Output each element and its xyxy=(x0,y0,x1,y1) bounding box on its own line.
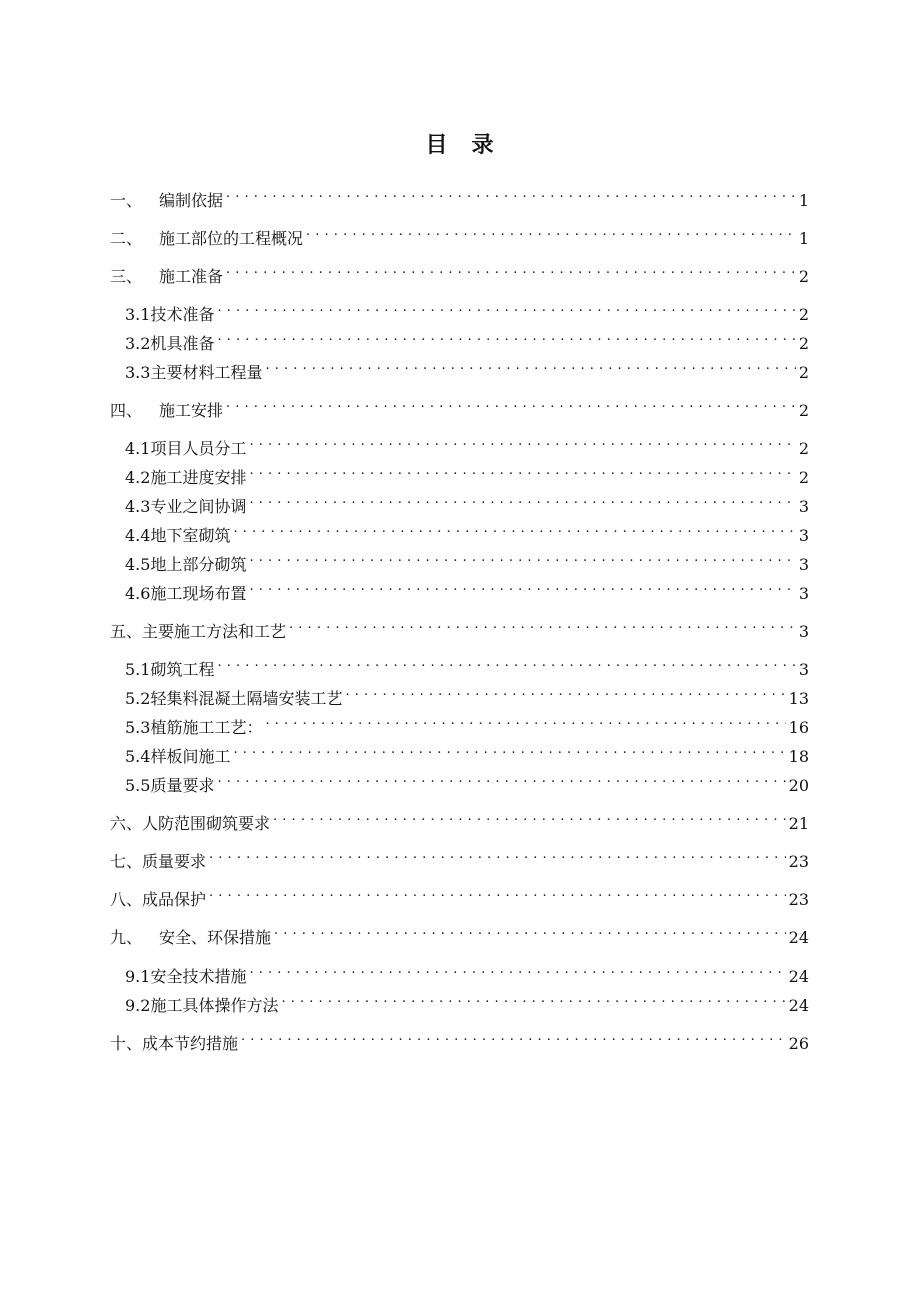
toc-entry-5[interactable] xyxy=(110,613,809,641)
dot-leader xyxy=(265,354,795,378)
toc-entry-label: 施工进度安排 xyxy=(150,468,247,487)
toc-entry-page: 3 xyxy=(798,497,809,516)
toc-entry-page: 24 xyxy=(788,996,809,1015)
toc-entry-number: 4.1 xyxy=(125,439,151,458)
toc-entry-4-1[interactable] xyxy=(125,430,809,458)
toc-entry-3-2[interactable] xyxy=(125,325,809,353)
dot-leader xyxy=(289,613,796,637)
toc-entry-page: 24 xyxy=(788,967,809,986)
toc-entry-page: 1 xyxy=(798,229,809,248)
toc-entry-3[interactable] xyxy=(110,258,809,286)
toc-entry-8[interactable] xyxy=(110,881,809,909)
toc-entry-number: 二、 xyxy=(110,229,143,248)
toc-entry-5-4[interactable] xyxy=(125,738,809,766)
toc-entry-5-3[interactable] xyxy=(125,709,809,737)
toc-entry-label: 地上部分砌筑 xyxy=(150,555,247,574)
toc-entry-page: 2 xyxy=(798,401,809,420)
dot-leader xyxy=(226,258,796,282)
toc-entry-label: 编制依据 xyxy=(159,191,224,210)
toc-entry-page: 21 xyxy=(788,814,809,833)
dot-leader xyxy=(306,220,796,244)
dot-leader xyxy=(265,709,785,733)
dot-leader xyxy=(249,488,795,512)
toc-entry-label: 样板间施工 xyxy=(150,747,231,766)
toc-entry-number: 3.2 xyxy=(125,334,151,353)
dot-leader xyxy=(241,1025,786,1049)
toc-entry-5-2[interactable] xyxy=(125,680,809,708)
dot-leader xyxy=(226,392,796,416)
toc-entry-label: 施工安排 xyxy=(159,401,224,420)
toc-entry-10[interactable] xyxy=(110,1025,809,1053)
toc-entry-7[interactable] xyxy=(110,843,809,871)
toc-entry-label: 地下室砌筑 xyxy=(150,526,231,545)
toc-entry-label: 主要施工方法和工艺 xyxy=(142,622,287,641)
toc-entry-2[interactable] xyxy=(110,220,809,248)
toc-entry-9-1[interactable] xyxy=(125,958,809,986)
toc-entry-label: 安全技术措施 xyxy=(150,967,247,986)
toc-entry-number: 5.2 xyxy=(125,689,151,708)
toc-entry-5-5[interactable] xyxy=(125,767,809,795)
dot-leader xyxy=(217,767,785,791)
toc-entry-number: 四、 xyxy=(110,401,143,420)
toc-entry-number: 9.1 xyxy=(125,967,151,986)
toc-entry-6[interactable] xyxy=(110,805,809,833)
toc-entry-number: 七、 xyxy=(110,852,143,871)
toc-entry-page: 13 xyxy=(788,689,809,708)
toc-entry-number: 3.1 xyxy=(125,305,151,324)
toc-entry-page: 2 xyxy=(798,267,809,286)
toc-entry-page: 23 xyxy=(788,852,809,871)
toc-entry-page: 26 xyxy=(788,1034,809,1053)
toc-entry-number: 5.3 xyxy=(125,718,151,737)
toc-entry-label: 施工部位的工程概况 xyxy=(159,229,304,248)
toc-entry-number: 九、 xyxy=(110,928,143,947)
toc-entry-page: 2 xyxy=(798,468,809,487)
toc-entry-page: 2 xyxy=(798,305,809,324)
toc-entry-1[interactable] xyxy=(110,182,809,210)
toc-entry-4-2[interactable] xyxy=(125,459,809,487)
toc-entry-page: 3 xyxy=(798,660,809,679)
toc-entry-page: 24 xyxy=(788,928,809,947)
toc-entry-label: 安全、环保措施 xyxy=(159,928,272,947)
toc-entry-label: 项目人员分工 xyxy=(150,439,247,458)
toc-entry-number: 3.3 xyxy=(125,363,151,382)
toc-entry-number: 5.4 xyxy=(125,747,151,766)
toc-entry-label: 施工具体操作方法 xyxy=(150,996,279,1015)
page-title: 目 录 xyxy=(425,132,495,158)
toc-entry-page: 2 xyxy=(798,334,809,353)
toc-entry-4-4[interactable] xyxy=(125,517,809,545)
toc-entry-label: 砌筑工程 xyxy=(150,660,215,679)
toc-entry-page: 3 xyxy=(798,555,809,574)
toc-entry-label: 施工准备 xyxy=(159,267,224,286)
toc-entry-page: 23 xyxy=(788,890,809,909)
dot-leader xyxy=(233,517,795,541)
toc-entry-page: 3 xyxy=(798,526,809,545)
toc-entry-page: 20 xyxy=(788,776,809,795)
toc-entry-number: 4.6 xyxy=(125,584,151,603)
toc-entry-5-1[interactable] xyxy=(125,651,809,679)
toc-entry-label: 成品保护 xyxy=(142,890,207,909)
toc-entry-number: 5.5 xyxy=(125,776,151,795)
toc-entry-label: 人防范围砌筑要求 xyxy=(142,814,271,833)
toc-entry-page: 2 xyxy=(798,439,809,458)
toc-entry-page: 2 xyxy=(798,363,809,382)
toc-entry-number: 4.5 xyxy=(125,555,151,574)
toc-entry-number: 三、 xyxy=(110,267,143,286)
toc-entry-label: 机具准备 xyxy=(150,334,215,353)
toc-entry-page: 16 xyxy=(788,718,809,737)
toc-entry-4-3[interactable] xyxy=(125,488,809,516)
dot-leader xyxy=(209,881,786,905)
toc-entry-number: 5.1 xyxy=(125,660,151,679)
dot-leader xyxy=(345,680,785,704)
toc-entry-number: 五、 xyxy=(110,622,143,641)
dot-leader xyxy=(249,430,795,454)
toc-entry-page: 18 xyxy=(788,747,809,766)
toc-entry-number: 4.3 xyxy=(125,497,151,516)
toc-entry-number: 八、 xyxy=(110,890,143,909)
dot-leader xyxy=(273,805,786,829)
toc-entry-3-1[interactable] xyxy=(125,296,809,324)
dot-leader xyxy=(249,958,785,982)
toc-entry-label: 专业之间协调 xyxy=(150,497,247,516)
toc-entry-9[interactable] xyxy=(110,919,809,947)
toc-entry-4-6[interactable] xyxy=(125,575,809,603)
dot-leader xyxy=(249,459,795,483)
toc-entry-9-2[interactable] xyxy=(125,987,809,1015)
toc-entry-number: 9.2 xyxy=(125,996,151,1015)
toc-entry-label: 植筋施工工艺： xyxy=(150,718,263,737)
toc-entry-number: 4.2 xyxy=(125,468,151,487)
toc-entry-3-3[interactable] xyxy=(125,354,809,382)
toc-entry-page: 3 xyxy=(798,622,809,641)
toc-entry-label: 成本节约措施 xyxy=(142,1034,239,1053)
dot-leader xyxy=(217,651,795,675)
toc-entry-4[interactable] xyxy=(110,392,809,420)
toc-entry-number: 十、 xyxy=(110,1034,143,1053)
dot-leader xyxy=(226,182,796,206)
toc-entry-label: 轻集料混凝土隔墙安装工艺 xyxy=(150,689,343,708)
toc-entry-number: 4.4 xyxy=(125,526,151,545)
toc-entry-number: 一、 xyxy=(110,191,143,210)
toc-entry-label: 施工现场布置 xyxy=(150,584,247,603)
toc-entry-page: 1 xyxy=(798,191,809,210)
dot-leader xyxy=(274,919,786,943)
dot-leader xyxy=(217,296,795,320)
toc-entry-label: 主要材料工程量 xyxy=(150,363,263,382)
dot-leader xyxy=(209,843,786,867)
toc-entry-number: 六、 xyxy=(110,814,143,833)
toc-entry-label: 质量要求 xyxy=(150,776,215,795)
toc-entry-label: 质量要求 xyxy=(142,852,207,871)
dot-leader xyxy=(281,987,785,1011)
toc-entry-4-5[interactable] xyxy=(125,546,809,574)
toc-entry-label: 技术准备 xyxy=(150,305,215,324)
dot-leader xyxy=(249,575,795,599)
dot-leader xyxy=(233,738,785,762)
dot-leader xyxy=(217,325,795,349)
toc-entry-page: 3 xyxy=(798,584,809,603)
dot-leader xyxy=(249,546,795,570)
